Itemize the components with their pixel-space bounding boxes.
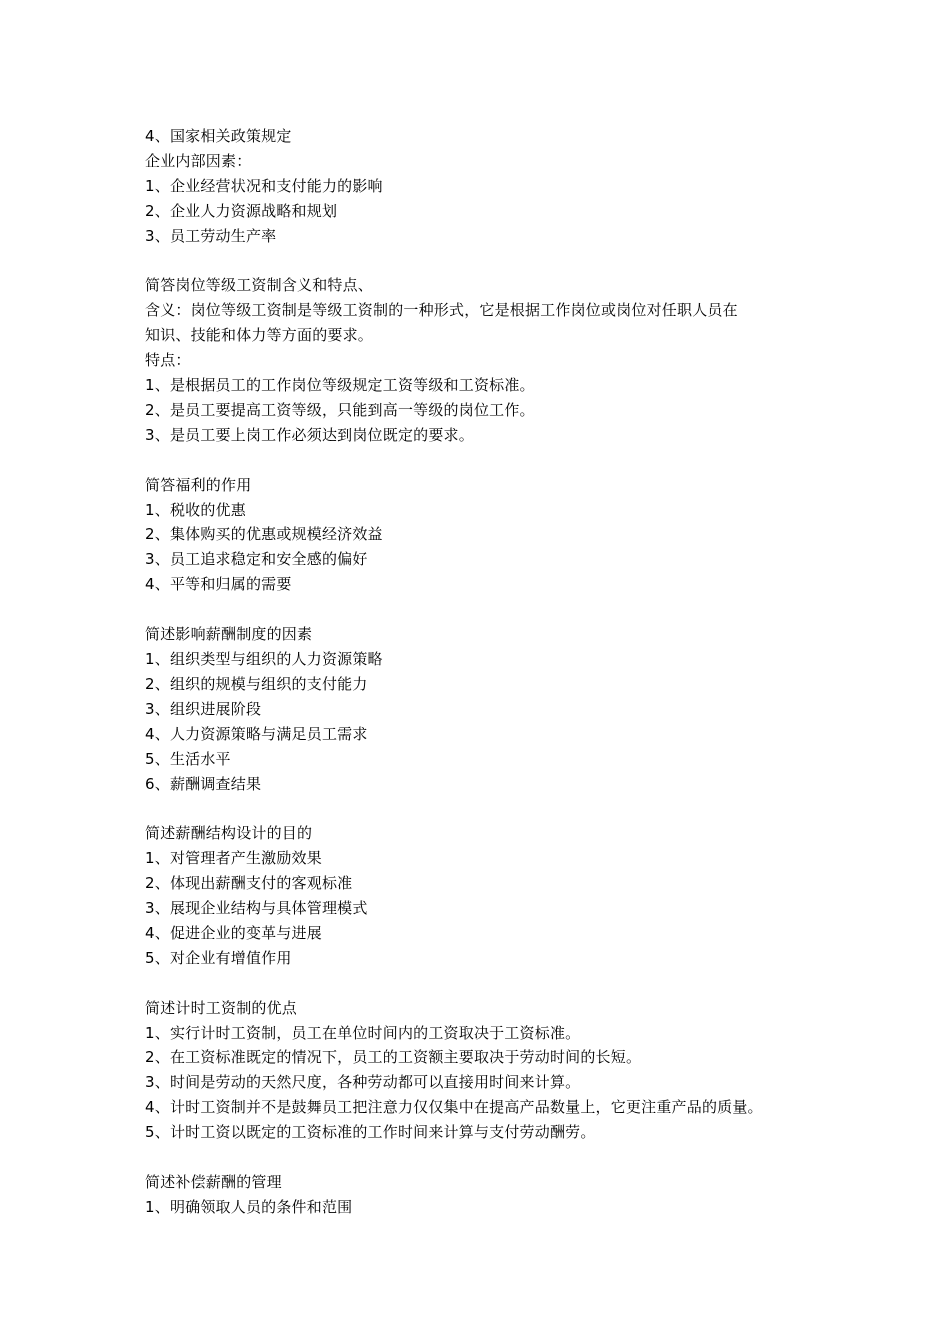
section-heading: 简答福利的作用 bbox=[145, 475, 252, 494]
list-item: 3、展现企业结构与具体管理模式 bbox=[145, 899, 368, 918]
list-item: 3、组织进展阶段 bbox=[145, 699, 262, 718]
spacer bbox=[145, 971, 835, 996]
list-item: 2、是员工要提高工资等级，只能到高一等级的岗位工作。 bbox=[145, 400, 535, 419]
list-item: 4、平等和归属的需要 bbox=[145, 575, 292, 594]
list-item: 3、是员工要上岗工作必须达到岗位既定的要求。 bbox=[145, 425, 474, 444]
list-item: 1、企业经营状况和支付能力的影响 bbox=[145, 176, 383, 195]
spacer bbox=[145, 796, 835, 821]
spacer bbox=[145, 1145, 835, 1170]
section-welfare-functions bbox=[145, 473, 835, 598]
list-item: 5、生活水平 bbox=[145, 749, 231, 768]
list-item: 1、组织类型与组织的人力资源策略 bbox=[145, 649, 383, 668]
section-pay-structure-purpose bbox=[145, 821, 835, 970]
list-item: 1、税收的优惠 bbox=[145, 500, 246, 519]
list-item: 1、是根据员工的工作岗位等级规定工资等级和工资标准。 bbox=[145, 376, 535, 395]
subheading: 特点： bbox=[145, 351, 191, 370]
section-position-grade-wage bbox=[145, 273, 835, 447]
section-heading: 简述影响薪酬制度的因素 bbox=[145, 625, 313, 644]
spacer bbox=[145, 249, 835, 274]
list-item: 5、计时工资以既定的工资标准的工作时间来计算与支付劳动酬劳。 bbox=[145, 1123, 596, 1142]
spacer bbox=[145, 448, 835, 473]
paragraph-line: 含义：岗位等级工资制是等级工资制的一种形式，它是根据工作岗位或岗位对任职人员在 bbox=[145, 301, 738, 320]
section-compensation-management bbox=[145, 1170, 835, 1220]
list-item: 5、对企业有增值作用 bbox=[145, 948, 292, 967]
list-item: 1、实行计时工资制，员工在单位时间内的工资取决于工资标准。 bbox=[145, 1023, 581, 1042]
list-item: 3、员工劳动生产率 bbox=[145, 226, 277, 245]
list-item: 1、明确领取人员的条件和范围 bbox=[145, 1197, 353, 1216]
list-item: 2、组织的规模与组织的支付能力 bbox=[145, 674, 368, 693]
list-item: 4、国家相关政策规定 bbox=[145, 127, 292, 145]
list-item: 2、集体购买的优惠或规模经济效益 bbox=[145, 525, 383, 544]
list-item: 2、在工资标准既定的情况下，员工的工资额主要取决于劳动时间的长短。 bbox=[145, 1048, 642, 1067]
paragraph-line: 知识、技能和体力等方面的要求。 bbox=[145, 326, 374, 345]
section-heading: 简述薪酬结构设计的目的 bbox=[145, 824, 313, 843]
section-heading: 简答岗位等级工资制含义和特点、 bbox=[145, 276, 374, 295]
subheading: 企业内部因素： bbox=[145, 151, 252, 170]
section-heading: 简述补偿薪酬的管理 bbox=[145, 1172, 282, 1191]
list-item: 3、员工追求稳定和安全感的偏好 bbox=[145, 550, 368, 569]
document-body bbox=[145, 124, 835, 1220]
spacer bbox=[145, 597, 835, 622]
section-time-wage-advantages bbox=[145, 996, 835, 1145]
section-external-factors-continued bbox=[145, 124, 835, 249]
list-item: 1、对管理者产生激励效果 bbox=[145, 849, 322, 868]
list-item: 4、人力资源策略与满足员工需求 bbox=[145, 724, 368, 743]
list-item: 4、计时工资制并不是鼓舞员工把注意力仅仅集中在提高产品数量上，它更注重产品的质量。 bbox=[145, 1098, 763, 1117]
list-item: 3、时间是劳动的天然尺度，各种劳动都可以直接用时间来计算。 bbox=[145, 1073, 581, 1092]
section-heading: 简述计时工资制的优点 bbox=[145, 998, 298, 1017]
section-pay-system-factors bbox=[145, 622, 835, 796]
list-item: 2、体现出薪酬支付的客观标准 bbox=[145, 874, 353, 893]
list-item: 2、企业人力资源战略和规划 bbox=[145, 201, 338, 220]
list-item: 6、薪酬调查结果 bbox=[145, 774, 262, 793]
list-item: 4、促进企业的变革与进展 bbox=[145, 923, 322, 942]
